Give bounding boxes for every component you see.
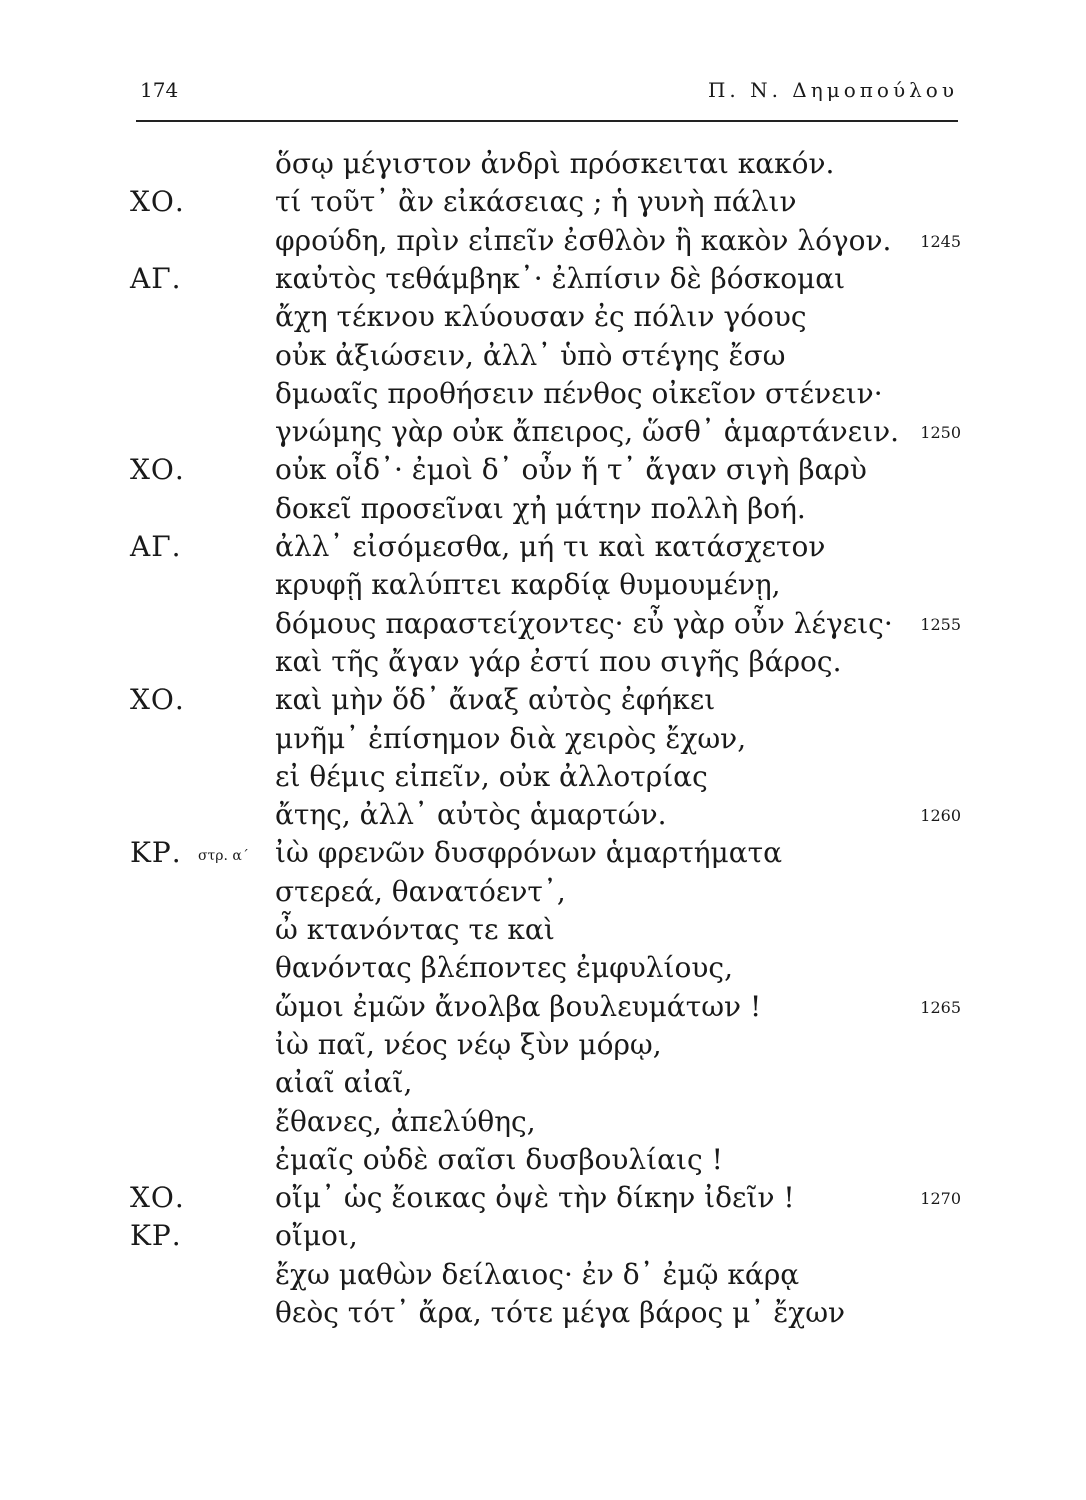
verse-line bbox=[0, 1028, 1086, 1064]
verse-line bbox=[0, 224, 1086, 260]
speaker-label: ΑΓ. bbox=[130, 261, 182, 295]
line-number: 1245 bbox=[920, 231, 961, 251]
verse-line bbox=[0, 185, 1086, 221]
line-number: 1260 bbox=[920, 806, 961, 826]
verse-text-line: κρυφῇ καλύπτει καρδίᾳ θυμουμένῃ, bbox=[275, 568, 781, 602]
verse-text-line: οἴμ᾽ ὡς ἔοικας ὀψὲ τὴν δίκην ἰδεῖν ! bbox=[275, 1181, 795, 1215]
verse-line bbox=[0, 262, 1086, 298]
verse-text-line: ἔθανες, ἀπελύθης, bbox=[275, 1104, 536, 1138]
verse-line bbox=[0, 645, 1086, 681]
verse-text-line: ἄτης, ἀλλ᾽ αὐτὸς ἁμαρτών. bbox=[275, 798, 667, 832]
verse-line bbox=[0, 951, 1086, 987]
verse-text-line: γνώμης γὰρ οὐκ ἄπειρος, ὥσθ᾽ ἁμαρτάνειν. bbox=[275, 415, 900, 449]
page-number: 174 bbox=[140, 78, 179, 102]
verse-text-line: στερεά, θανατόεντ᾽, bbox=[275, 874, 566, 908]
verse-text-line: εἰ θέμις εἰπεῖν, οὐκ ἀλλοτρίας bbox=[275, 759, 708, 793]
line-number: 1270 bbox=[920, 1189, 961, 1209]
verse-line bbox=[0, 1105, 1086, 1141]
verse-line bbox=[0, 300, 1086, 336]
verse-line bbox=[0, 1219, 1086, 1255]
verse-text-line: καὶ μὴν ὅδ᾽ ἄναξ αὐτὸς ἐφήκει bbox=[275, 683, 716, 717]
verse-text-line: ἰὼ φρενῶν δυσφρόνων ἁμαρτήματα bbox=[275, 836, 782, 870]
verse-text-line: οἴμοι, bbox=[275, 1219, 358, 1253]
speaker-label: ΧΟ. bbox=[130, 185, 185, 219]
verse-text-line: δμωαῖς προθήσειν πένθος οἰκεῖον στένειν· bbox=[275, 376, 883, 410]
verse-text-line: ἀλλ᾽ εἰσόμεσθα, μή τι καὶ κατάσχετον bbox=[275, 530, 826, 563]
line-number: 1265 bbox=[920, 997, 961, 1017]
verse-line bbox=[0, 607, 1086, 643]
running-head: Π. Ν. Δημοπούλου bbox=[707, 78, 958, 102]
verse-line bbox=[0, 1181, 1086, 1217]
verse-line bbox=[0, 492, 1086, 528]
verse-line bbox=[0, 453, 1086, 489]
verse-text-line: τί τοῦτ᾽ ἂν εἰκάσειας ; ἡ γυνὴ πάλιν bbox=[275, 185, 797, 219]
strophe-marker: στρ. α´ bbox=[198, 848, 249, 865]
verse-text-line: καὶ τῆς ἄγαν γάρ ἐστί που σιγῆς βάρος. bbox=[275, 644, 842, 678]
verse-line bbox=[0, 147, 1086, 183]
verse-text-line: ἔχω μαθὼν δείλαιος· ἐν δ᾽ ἐμῷ κάρᾳ bbox=[275, 1257, 800, 1291]
verse-text-line: αἰαῖ αἰαῖ, bbox=[275, 1066, 413, 1100]
verse-text-line: μνῆμ᾽ ἐπίσημον διὰ χειρὸς ἔχων, bbox=[275, 721, 747, 755]
speaker-label: ΧΟ. bbox=[130, 683, 185, 717]
speaker-label: ΑΓ. bbox=[130, 530, 182, 563]
verse-line bbox=[0, 339, 1086, 375]
verse-text-line: δόμους παραστείχοντες· εὖ γὰρ οὖν λέγεις· bbox=[275, 606, 893, 640]
verse-text-line: ὦ κτανόντας τε καὶ bbox=[275, 913, 555, 946]
speaker-label: ΧΟ. bbox=[130, 453, 185, 487]
verse-text-line: οὐκ οἶδ᾽· ἐμοὶ δ᾽ οὖν ἥ τ᾽ ἄγαν σιγὴ βαρὺ bbox=[275, 453, 867, 487]
verse-text-line: οὐκ ἀξιώσειν, ἀλλ᾽ ὑπὸ στέγης ἔσω bbox=[275, 338, 786, 372]
verse-text-line: ἰὼ παῖ, νέος νέῳ ξὺν μόρῳ, bbox=[275, 1027, 662, 1061]
verse-text-line: ἐμαῖς οὐδὲ σαῖσι δυσβουλίαις ! bbox=[275, 1142, 723, 1176]
verse-line bbox=[0, 530, 1086, 566]
verse-line bbox=[0, 683, 1086, 719]
verse-line bbox=[0, 760, 1086, 796]
verse-line bbox=[0, 722, 1086, 758]
verse-line bbox=[0, 836, 1086, 872]
verse-line bbox=[0, 415, 1086, 451]
verse-text-line: ὤμοι ἐμῶν ἄνολβα βουλευμάτων ! bbox=[275, 989, 762, 1023]
speaker-label: ΚΡ. bbox=[130, 836, 182, 870]
verse-line bbox=[0, 798, 1086, 834]
speaker-label: ΧΟ. bbox=[130, 1181, 185, 1215]
verse-text-line: ὅσῳ μέγιστον ἀνδρὶ πρόσκειται κακόν. bbox=[275, 147, 835, 180]
verse-line bbox=[0, 1296, 1086, 1332]
verse-text-line: θανόντας βλέποντες ἐμφυλίους, bbox=[275, 951, 733, 985]
verse-line bbox=[0, 990, 1086, 1026]
verse-text-line: δοκεῖ προσεῖναι χἠ μάτην πολλὴ βοή. bbox=[275, 491, 806, 525]
verse-line bbox=[0, 1258, 1086, 1294]
verse-line bbox=[0, 913, 1086, 949]
verse-line bbox=[0, 1066, 1086, 1102]
verse-line bbox=[0, 1143, 1086, 1179]
verse-text-line: φρούδη, πρὶν εἰπεῖν ἐσθλὸν ἢ κακὸν λόγον. bbox=[275, 223, 892, 257]
verse-text-line: θεὸς τότ᾽ ἄρα, τότε μέγα βάρος μ᾽ ἔχων bbox=[275, 1296, 846, 1329]
speaker-label: ΚΡ. bbox=[130, 1219, 182, 1253]
verse-line bbox=[0, 875, 1086, 911]
verse-line bbox=[0, 377, 1086, 413]
verse-line bbox=[0, 568, 1086, 604]
line-number: 1255 bbox=[920, 614, 961, 634]
line-number: 1250 bbox=[920, 423, 961, 443]
verse-text-line: καὐτὸς τεθάμβηκ᾽· ἐλπίσιν δὲ βόσκομαι bbox=[275, 261, 846, 295]
verse-text-line: ἄχη τέκνου κλύουσαν ἐς πόλιν γόους bbox=[275, 300, 807, 334]
